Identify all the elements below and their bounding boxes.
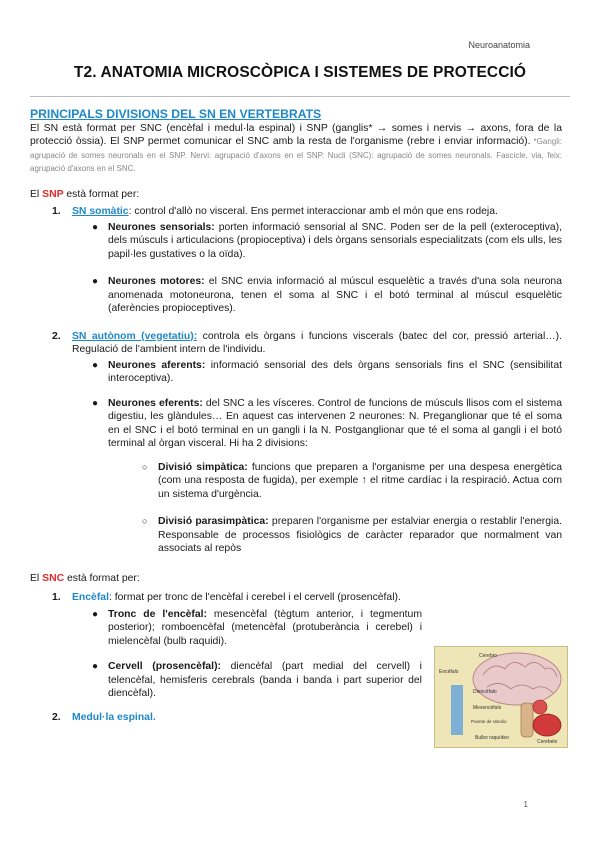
brain-svg bbox=[435, 647, 567, 747]
snp-item-autonomic bbox=[30, 330, 562, 357]
brainstem-shape bbox=[521, 703, 533, 737]
bullet-dot: ● bbox=[92, 661, 99, 672]
bullet-key: Cervell (prosencèfal): bbox=[108, 661, 221, 672]
bullet-key: Neurones motores: bbox=[108, 276, 205, 287]
sub-key: Divisió simpàtica: bbox=[158, 461, 248, 473]
label-bar bbox=[451, 685, 463, 735]
header-subject: Neuroanatomia bbox=[468, 40, 530, 50]
fig-label-mesencefalo: Mesencéfalo bbox=[473, 705, 502, 711]
fig-label-cerebro: Cerebro bbox=[479, 653, 498, 659]
bullet-key: Tronc de l'encèfal: bbox=[108, 608, 207, 620]
bullet-dot: ● bbox=[92, 397, 99, 409]
fig-label-encefalo: Encéfalo bbox=[439, 669, 459, 675]
bullet-dot: ● bbox=[92, 276, 99, 287]
snp-intro bbox=[30, 188, 562, 202]
page-title: T2. ANATOMIA MICROSCÒPICA I SISTEMES DE PROTECCIÓ bbox=[73, 64, 527, 81]
snp-intro-pre: El bbox=[30, 188, 43, 200]
bullet-key: Neurones aferents: bbox=[108, 359, 206, 371]
title-divider bbox=[30, 96, 570, 97]
intro-footnote: *Gangli: agrupació de somes neuronals en el SNP. Nervi: agrupació d'axons en el SNP. Nucli (SNC): agrupació de somes neuronals. Fascicle, via, feix: agrupació d'axons en el SNC. bbox=[30, 137, 562, 173]
encephalon-key: Encèfal bbox=[72, 592, 109, 603]
snp-item-somatic bbox=[30, 205, 562, 219]
bullet-text: mesencèfal (tègtum anterior, i tegmentum posterior); romboencèfal (metencèfal (protuberància i cerebel) i mielencèfal (bulb raquidi). bbox=[108, 608, 422, 647]
bullet-motor bbox=[30, 275, 562, 316]
bullet-text: porten informació sensorial al SNC. Poden ser de la pell (exteroceptiva), dels músculs i articulacions (propioceptiva) i dels òrgans sensorials especialitzats (com els ulls, les papil·les gustatives o la oïda). bbox=[108, 221, 562, 260]
fig-label-diencefalo: Diencéfalo bbox=[473, 689, 497, 695]
bullet-text: del SNC a les vísceres. Control de funcions de músculs llisos com el sistema digestiu, les glàndules… En aquest cas intervenen 2 neurones: N. Preganglionar que té el soma en el SNC i el botó terminal en un gangli i la N. Postganglionar que té el soma al gangli i el botó terminal al òrgan visceral. Hi ha 2 divisions: bbox=[108, 397, 562, 449]
somatic-text: : control d'allò no visceral. Ens permet interaccionar amb el món que ens rodeja. bbox=[128, 206, 498, 217]
autonomic-key: SN autònom (vegetatiu): bbox=[72, 330, 198, 342]
sub-text: preparen l'organisme per estalviar energia o restablir l'energia. Responsable de processos fisiològics de caràcter reparador que normalment van associats al repòs bbox=[158, 516, 562, 554]
bullet-brainstem bbox=[30, 608, 562, 649]
somatic-key: SN somàtic bbox=[72, 206, 129, 217]
cerebrum-shape bbox=[473, 653, 561, 705]
bullet-text: informació sensorial des dels òrgans sensorials fins el SNC (sensibilitat interoceptiva). bbox=[108, 359, 562, 384]
bullet-text: el SNC envia informació al múscul esquelètic a través d'una sola neurona anomenada motoneurona, tenen el soma al SNC i el botó terminal al múscul esquelètic (aferències propioceptives). bbox=[108, 276, 562, 314]
bullet-dot: ● bbox=[92, 608, 99, 620]
fig-label-cerebelo: Cerebelo bbox=[537, 739, 558, 745]
document-body bbox=[30, 108, 562, 724]
bullet-dot: ● bbox=[92, 359, 99, 371]
autonomic-text: controla els òrgans i funcions viscerals (batec del cor, pressió arterial…). Regulació de l'ambient intern de l'individu. bbox=[72, 330, 562, 355]
pons-shape bbox=[533, 700, 547, 714]
list-number: 1. bbox=[52, 206, 61, 217]
fig-label-puente: Puente de Varolio bbox=[471, 719, 507, 724]
page-number: 1 bbox=[523, 800, 528, 809]
sub-bullet-circle: ○ bbox=[142, 461, 148, 472]
encephalon-text: : format per tronc de l'encèfal i cerebel i el cervell (prosencèfal). bbox=[108, 592, 401, 603]
bullet-dot: ● bbox=[92, 221, 99, 233]
cerebellum-shape bbox=[533, 714, 561, 736]
bullet-afferent bbox=[30, 359, 562, 386]
intro-text: El SN està format per SNC (encèfal i medul·la espinal) i SNP (ganglis* → somes i nervis → axons, fora de la protecció òssia). El SNP permet comunicar el SNC amb la resta de l'organisme (rebre i enviar informació). bbox=[30, 122, 562, 147]
snc-intro bbox=[30, 572, 562, 586]
spinal-cord-key: Medul·la espinal. bbox=[72, 711, 156, 723]
snc-intro-pre: El bbox=[30, 572, 43, 584]
brain-illustration bbox=[434, 646, 568, 748]
bullet-key: Neurones sensorials: bbox=[108, 221, 215, 233]
snc-item-encephalon bbox=[30, 591, 562, 605]
sub-sympathetic bbox=[30, 461, 562, 502]
list-number: 2. bbox=[52, 330, 61, 342]
bullet-sensory bbox=[30, 221, 562, 262]
intro-paragraph bbox=[30, 122, 562, 176]
bullet-key: Neurones eferents: bbox=[108, 397, 203, 409]
sub-text: funcions que preparen a l'organisme per una despesa energètica (com una resposta de fugida), per exemple ↑ el ritme cardíac i la respiració. Actua com un sistema d'urgència. bbox=[158, 461, 562, 500]
snc-key: SNC bbox=[42, 572, 65, 584]
list-number: 2. bbox=[52, 711, 61, 723]
sub-parasympathetic bbox=[30, 515, 562, 556]
section-heading: PRINCIPALS DIVISIONS DEL SN EN VERTEBRATS bbox=[30, 107, 322, 121]
snp-intro-post: està format per: bbox=[63, 188, 140, 200]
bullet-efferent bbox=[30, 397, 562, 451]
snp-key: SNP bbox=[42, 188, 64, 200]
snc-intro-post: està format per: bbox=[64, 572, 140, 584]
sub-bullet-circle: ○ bbox=[142, 516, 148, 526]
list-number: 1. bbox=[52, 592, 61, 603]
sub-key: Divisió parasimpàtica: bbox=[158, 516, 269, 527]
bullet-text: diencèfal (part medial del cervell) i telencèfal, hemisferis cerebrals (banda i banda i part superior del diencèfal). bbox=[108, 661, 422, 699]
fig-label-bulbo: Bulbo raquídeo bbox=[475, 735, 509, 741]
